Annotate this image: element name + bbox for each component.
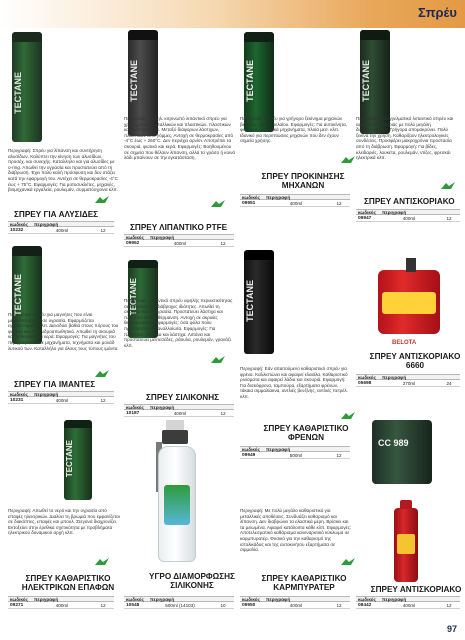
table-header: [240, 446, 350, 452]
product-code: 10187: [126, 411, 140, 416]
bird-logo-icon: [210, 352, 226, 362]
bird-logo-icon: [340, 152, 356, 162]
product-title: ΣΠΡΕΥ ΓΙΑ ΑΛΥΣΙΔΕΣ: [14, 210, 99, 219]
product-qty: 12: [220, 411, 226, 416]
desc-header: περιγραφή: [34, 597, 59, 602]
bird-logo-icon: [94, 192, 110, 202]
code-header: κωδικός: [242, 447, 260, 452]
code-header: κωδικός: [10, 222, 28, 227]
bird-logo-icon: [210, 196, 226, 206]
brand-text: TECTANE: [13, 72, 23, 114]
product-size: 400ml: [55, 398, 69, 403]
code-header: κωδικός: [10, 597, 28, 602]
product-table: [8, 596, 114, 609]
desc-header: περιγραφή: [382, 375, 407, 380]
product-code: 10231: [10, 398, 24, 403]
product-image: [366, 414, 456, 484]
product-qty: 12: [446, 603, 452, 608]
product-image: [8, 28, 46, 146]
product-title: ΣΠΡΕΥ ΚΑΘΑΡΙΣΤΙΚΟ ΗΛΕΚΤΡΙΚΩΝ ΕΠΑΦΩΝ: [21, 574, 115, 592]
table-row: [240, 200, 350, 207]
desc-header: περιγραφή: [266, 597, 291, 602]
product-image: [370, 258, 450, 338]
desc-header: περιγραφή: [150, 597, 175, 602]
table-row: [124, 410, 234, 417]
brand-text: CC 989: [378, 438, 409, 448]
page-title: Σπρέυ: [417, 5, 457, 20]
table-row: [124, 602, 234, 609]
spray-can-image: [12, 32, 42, 142]
product-size: 400ml: [402, 216, 416, 221]
bird-logo-icon: [340, 554, 356, 564]
product-table: [8, 221, 114, 234]
code-header: κωδικός: [242, 597, 260, 602]
product-title: ΣΠΡΕΥ ΛΙΠΑΝΤΙΚΟ PTFE: [130, 223, 228, 232]
product-title-brake: ΣΠΡΕΥ ΚΑΘΑΡΙΣΤΙΚΟ ΦΡΕΝΩΝ: [263, 424, 349, 442]
product-qty: 12: [100, 228, 106, 233]
table-row: [240, 452, 350, 459]
code-header: κωδικός: [358, 597, 376, 602]
product-qty: 12: [336, 201, 342, 206]
product-table: [124, 596, 234, 609]
product-code: 09271: [10, 603, 24, 608]
product-table: [240, 596, 350, 609]
product-description: Περιγραφή: Σπρέυ για γρήγορο ξεκίνημα μηχανών βενζίνης και πετρελαίου. Εφαρμογές: Για αυτοκίνητα, φορτηγά, γεωργικά μηχανήματα, πλοία μεσ. κλπ. Ιδανικό για περιπτώσεις μηχανών που δεν έχουν σημεία χρήσης.: [240, 116, 348, 144]
bird-logo-icon: [440, 178, 456, 188]
code-header: κωδικός: [126, 235, 144, 240]
product-title: ΣΠΡΕΥ ΠΡΟΚΙΝΗΣΗΣ ΜΗΧΑΝΩΝ: [261, 172, 345, 190]
product-description: Περιγραφή: Σπρέυ για μαγνήτες που είναι μεταλλοξυσμένο σε υγρασία. Εφαρμόζεται εγκατεστημένο κλπ. Διεισδύει βαθιά στους πόρους του φάκελο και είναι υδροαπωθητικό. Απωθεί τη σκουριά και τα θαλασσινά νερά. Εφαρμογές: Για μαγνήτες του περιγράφονται σε μηχανήματα, τεχνήματα και μονάδ λυτικού των. Καταλλήλο για όλους τους τύπους ιμάντα.: [8, 312, 119, 351]
product-code: 09950: [242, 603, 256, 608]
spray-bottle-image: [158, 446, 196, 562]
table-header: [356, 374, 460, 380]
product-size: 400ml: [173, 411, 187, 416]
product-table: [124, 234, 234, 247]
product-code: 09951: [242, 201, 256, 206]
product-image: [240, 248, 302, 366]
product-table: [240, 194, 350, 207]
desc-header: περιγραφή: [34, 222, 59, 227]
code-header: κωδικός: [358, 210, 376, 215]
desc-header: περιγραφή: [150, 235, 175, 240]
product-size: 400ml: [55, 603, 69, 608]
product-description: Περιγραφή: Χαμηλ. κιτρινωπό λιπαντικό σπρέυ για χρήση μεταξύ μεταλλικών και πλαστικών, πλαστικών και λάστιχων κλπ. Μεταξύ διάφορων λάστιχων, πλαστικών από γόμμες, Αντοχή σε θερμοκρασίες από -4°C έως + 260°C. Δεν περιέχει αρνίσι. Αποτρέπει τα σκουριά, φωτικό και κερά. Εφαρμογές: Βοηθουμένου σε σημεία που θέλουν λίπανση, αλλά τα γράσο ή κοινά λάδι μπαίνουν σε την εγκατάσταση.: [124, 116, 236, 161]
product-size: 500ml: [289, 453, 303, 458]
spray-can-image: [394, 508, 418, 582]
brand-text: TECTANE: [65, 440, 74, 478]
product-table: [240, 446, 350, 459]
product-title: ΣΠΡΕΥ ΑΝΤΙΣΚΟΡΙΑΚΟ: [370, 585, 462, 594]
product-size: 270ml: [402, 381, 416, 386]
code-header: κωδικός: [242, 195, 260, 200]
table-row: [356, 380, 460, 387]
product-qty: 12: [446, 216, 452, 221]
product-size: 400ml: [289, 201, 303, 206]
product-size: 500ml (14103): [165, 603, 195, 608]
bird-logo-icon: [94, 554, 110, 564]
product-size: 400ml: [173, 241, 187, 246]
product-qty: 12: [336, 453, 342, 458]
product-code: 08442: [358, 603, 372, 608]
product-qty: 12: [336, 603, 342, 608]
code-header: κωδικός: [358, 375, 376, 380]
brand-text: BELOTA: [392, 340, 417, 346]
code-header: κωδικός: [126, 597, 144, 602]
product-table: [356, 209, 460, 222]
product-description: Περιγραφή: Σπρέυ για λίπανση και συντήρηση αλυσίδων. Καλύπτει την κίνηση των αλυσίδων, προσέχ. και συνεχής. Καταλληλο και για αλυσίδες με o-ring. Απωθεί την υγρασία και προστατεύει από τη διάβρωση. Έχει πολύ καλή πρόσφυση και δεν στάζει κατά την εφαρμογή του. Αντέχει σε θερμοκρασίες -4°C έως + 75°C. Εφαρμογές: Για μοτοσυκλέτες, μηχανές, βιομηχανικά εργαλεία, ρουλεμάν, συρματόσχοινα κλπ.: [8, 148, 118, 193]
table-row: [240, 602, 350, 609]
product-code: 09949: [242, 453, 256, 458]
spray-can-image: [244, 250, 274, 354]
brand-text: TECTANE: [245, 280, 255, 322]
desc-header: περιγραφή: [34, 392, 59, 397]
product-code: 10548: [126, 603, 140, 608]
table-row: [8, 227, 114, 234]
product-title: ΥΓΡΟ ΔΙΑΜΟΡΦΩΣΗΣ ΣΙΛΙΚΟΝΗΣ: [149, 572, 235, 590]
table-row: [8, 602, 114, 609]
brand-text: TECTANE: [361, 60, 371, 102]
brand-text: TECTANE: [129, 278, 138, 316]
product-image: [136, 420, 216, 570]
product-size: 400ml: [289, 603, 303, 608]
product-image: [388, 500, 428, 586]
spray-can-image: [64, 420, 92, 500]
code-header: κωδικός: [126, 405, 144, 410]
product-code: 05698: [358, 381, 372, 386]
table-header: [356, 596, 460, 602]
page-number: 97: [446, 624, 457, 634]
brand-text: TECTANE: [129, 60, 139, 102]
product-description: Περιγραφή: Απωθεί το νερό και την υγρασία από επαφές ηλεκτρικών. Διαλύει τη βρωμιά που εμφανίζεται σε διακόπτες, επαφές και μπουλ. Στεγανά διαχρονίζει. Εκτοξεύει στην έρεθικα σχετικότητα με προβλήματα ηλεκτρικού δυναμικού αρχή κλπ.: [8, 508, 120, 536]
product-description: Περιγραφή: Επαγγελματικό λιπαντικό σπρέυ και αφαιρετικό σκουριάς με πολύ μεγάλη διεισδυτικότητα. Γρήγορα απομακρύνει. Πολύ ξεκινά την χρήση. Καθαρίζουν ηλεκτρολογικές συνδέσεις. Προσφέρει μακροχρόνια προστασία από τη διάβρωση. Εφαρμογή: Για βίδες, κλειδαριές, λουκέτα, ρουλεμάν, ντίζες, φρεσκάι ηλεκτρικά κλπ.: [356, 116, 454, 161]
product-image: [60, 418, 110, 502]
product-code: 09947: [358, 216, 372, 221]
product-title: ΣΠΡΕΥ ΣΙΛΙΚΟΝΗΣ: [146, 393, 220, 402]
spray-can-image: [378, 270, 440, 334]
brand-text: TECTANE: [245, 60, 255, 102]
product-description-brake: Περιγραφή: Εάν απαιτούμενο καθαριστικό σπρέυ για φρένα. Καλλιστώνει και αφαιρεί ελαιόλα. Καθαριστικό ρινίσματα και αφαιρεί λάδια και σκουριά. Εφαρμογή: Για δισκόφρενα, ταμπούρα, εξαρτήματα φρένων, τάκαια σιμμαλίακνα, αντλιές βενζίνης, αντλιές πετρέλ. κλπ.: [240, 366, 348, 399]
product-code: 10232: [10, 228, 24, 233]
desc-header: περιγραφή: [266, 447, 291, 452]
desc-header: περιγραφή: [266, 195, 291, 200]
product-qty: 12: [100, 603, 106, 608]
product-qty: 10: [220, 603, 226, 608]
bird-logo-icon: [94, 366, 110, 376]
product-table: [356, 374, 460, 387]
product-title: ΣΠΡΕΥ ΓΙΑ ΙΜΑΝΤΕΣ: [14, 380, 96, 389]
brand-text: TECTANE: [13, 274, 23, 316]
product-table: [356, 596, 460, 609]
product-title: ΣΠΡΕΥ ΚΑΘΑΡΙΣΤΙΚΟ ΚΑΡΜΠΥΡΑΤΕΡ: [261, 574, 347, 592]
product-size: 400ml: [55, 228, 69, 233]
table-row: [124, 240, 234, 247]
product-description: Περιγραφή: Με πολύ μεγάλο καθαριστικό για μεταλλικές αποθέσεις. Συνδυάζει καθαρισμό και λίπανση. Δεν διαβρώνει τα ελαστικά μέρη. Βρίσκει και τα μειωμένα. Αφαιρεί κατάλοιπα κάθε κλπ. Εφαρμογές: Αποτελεσματικό καθάρισμα κανεναρκτικό κύκλωμα σε καρμπυρατέρ. Φυσικό για την καθαρισμό της ιστολικάδας και της αυτοκινήτου εξαρτήματα σε σιμμαλία.: [240, 508, 352, 553]
table-row: [356, 602, 460, 609]
product-qty: 24: [446, 381, 452, 386]
table-header: [240, 596, 350, 602]
bird-logo-icon: [340, 408, 356, 418]
product-table: [124, 404, 234, 417]
product-description: Περιγραφή: Λιπαντικό σπρέυ υψηλής περιεκτικότητας σε σιλικόνη με αδιάβροχες ιδιότητες. Απωθεί τη σκουριά και τη υγρασία. Προστατεύει λάστιχα και πλαστικά από ενθέρμανση. Αντοχή σε ακραίες θερμοκρασίες. Εφαρμογές: όσα φύλα πολυ προστατεύονται αναλλοίωτα. Εφαρμογές: Για πλαστικά, μέταλλα και λάστιχα. Λιπάνει και προστατεύει μεντεσέδες, ράουλα, ρουλεμάν, γρανάζι κλπ.: [124, 298, 233, 348]
product-size: 400ml: [402, 603, 416, 608]
product-title: ΣΠΡΕΥ ΑΝΤΙΣΚΟΡΙΑΚΟ: [364, 197, 455, 206]
desc-header: περιγραφή: [382, 210, 407, 215]
table-row: [8, 397, 114, 404]
product-qty: 12: [220, 241, 226, 246]
desc-header: περιγραφή: [150, 405, 175, 410]
product-code: 09952: [126, 241, 140, 246]
product-qty: 12: [100, 398, 106, 403]
table-row: [356, 215, 460, 222]
product-table: [8, 391, 114, 404]
product-title: ΣΠΡΕΥ ΑΝΤΙΣΚΟΡΙΑΚΟ 6660: [369, 352, 461, 370]
desc-header: περιγραφή: [382, 597, 407, 602]
code-header: κωδικός: [10, 392, 28, 397]
